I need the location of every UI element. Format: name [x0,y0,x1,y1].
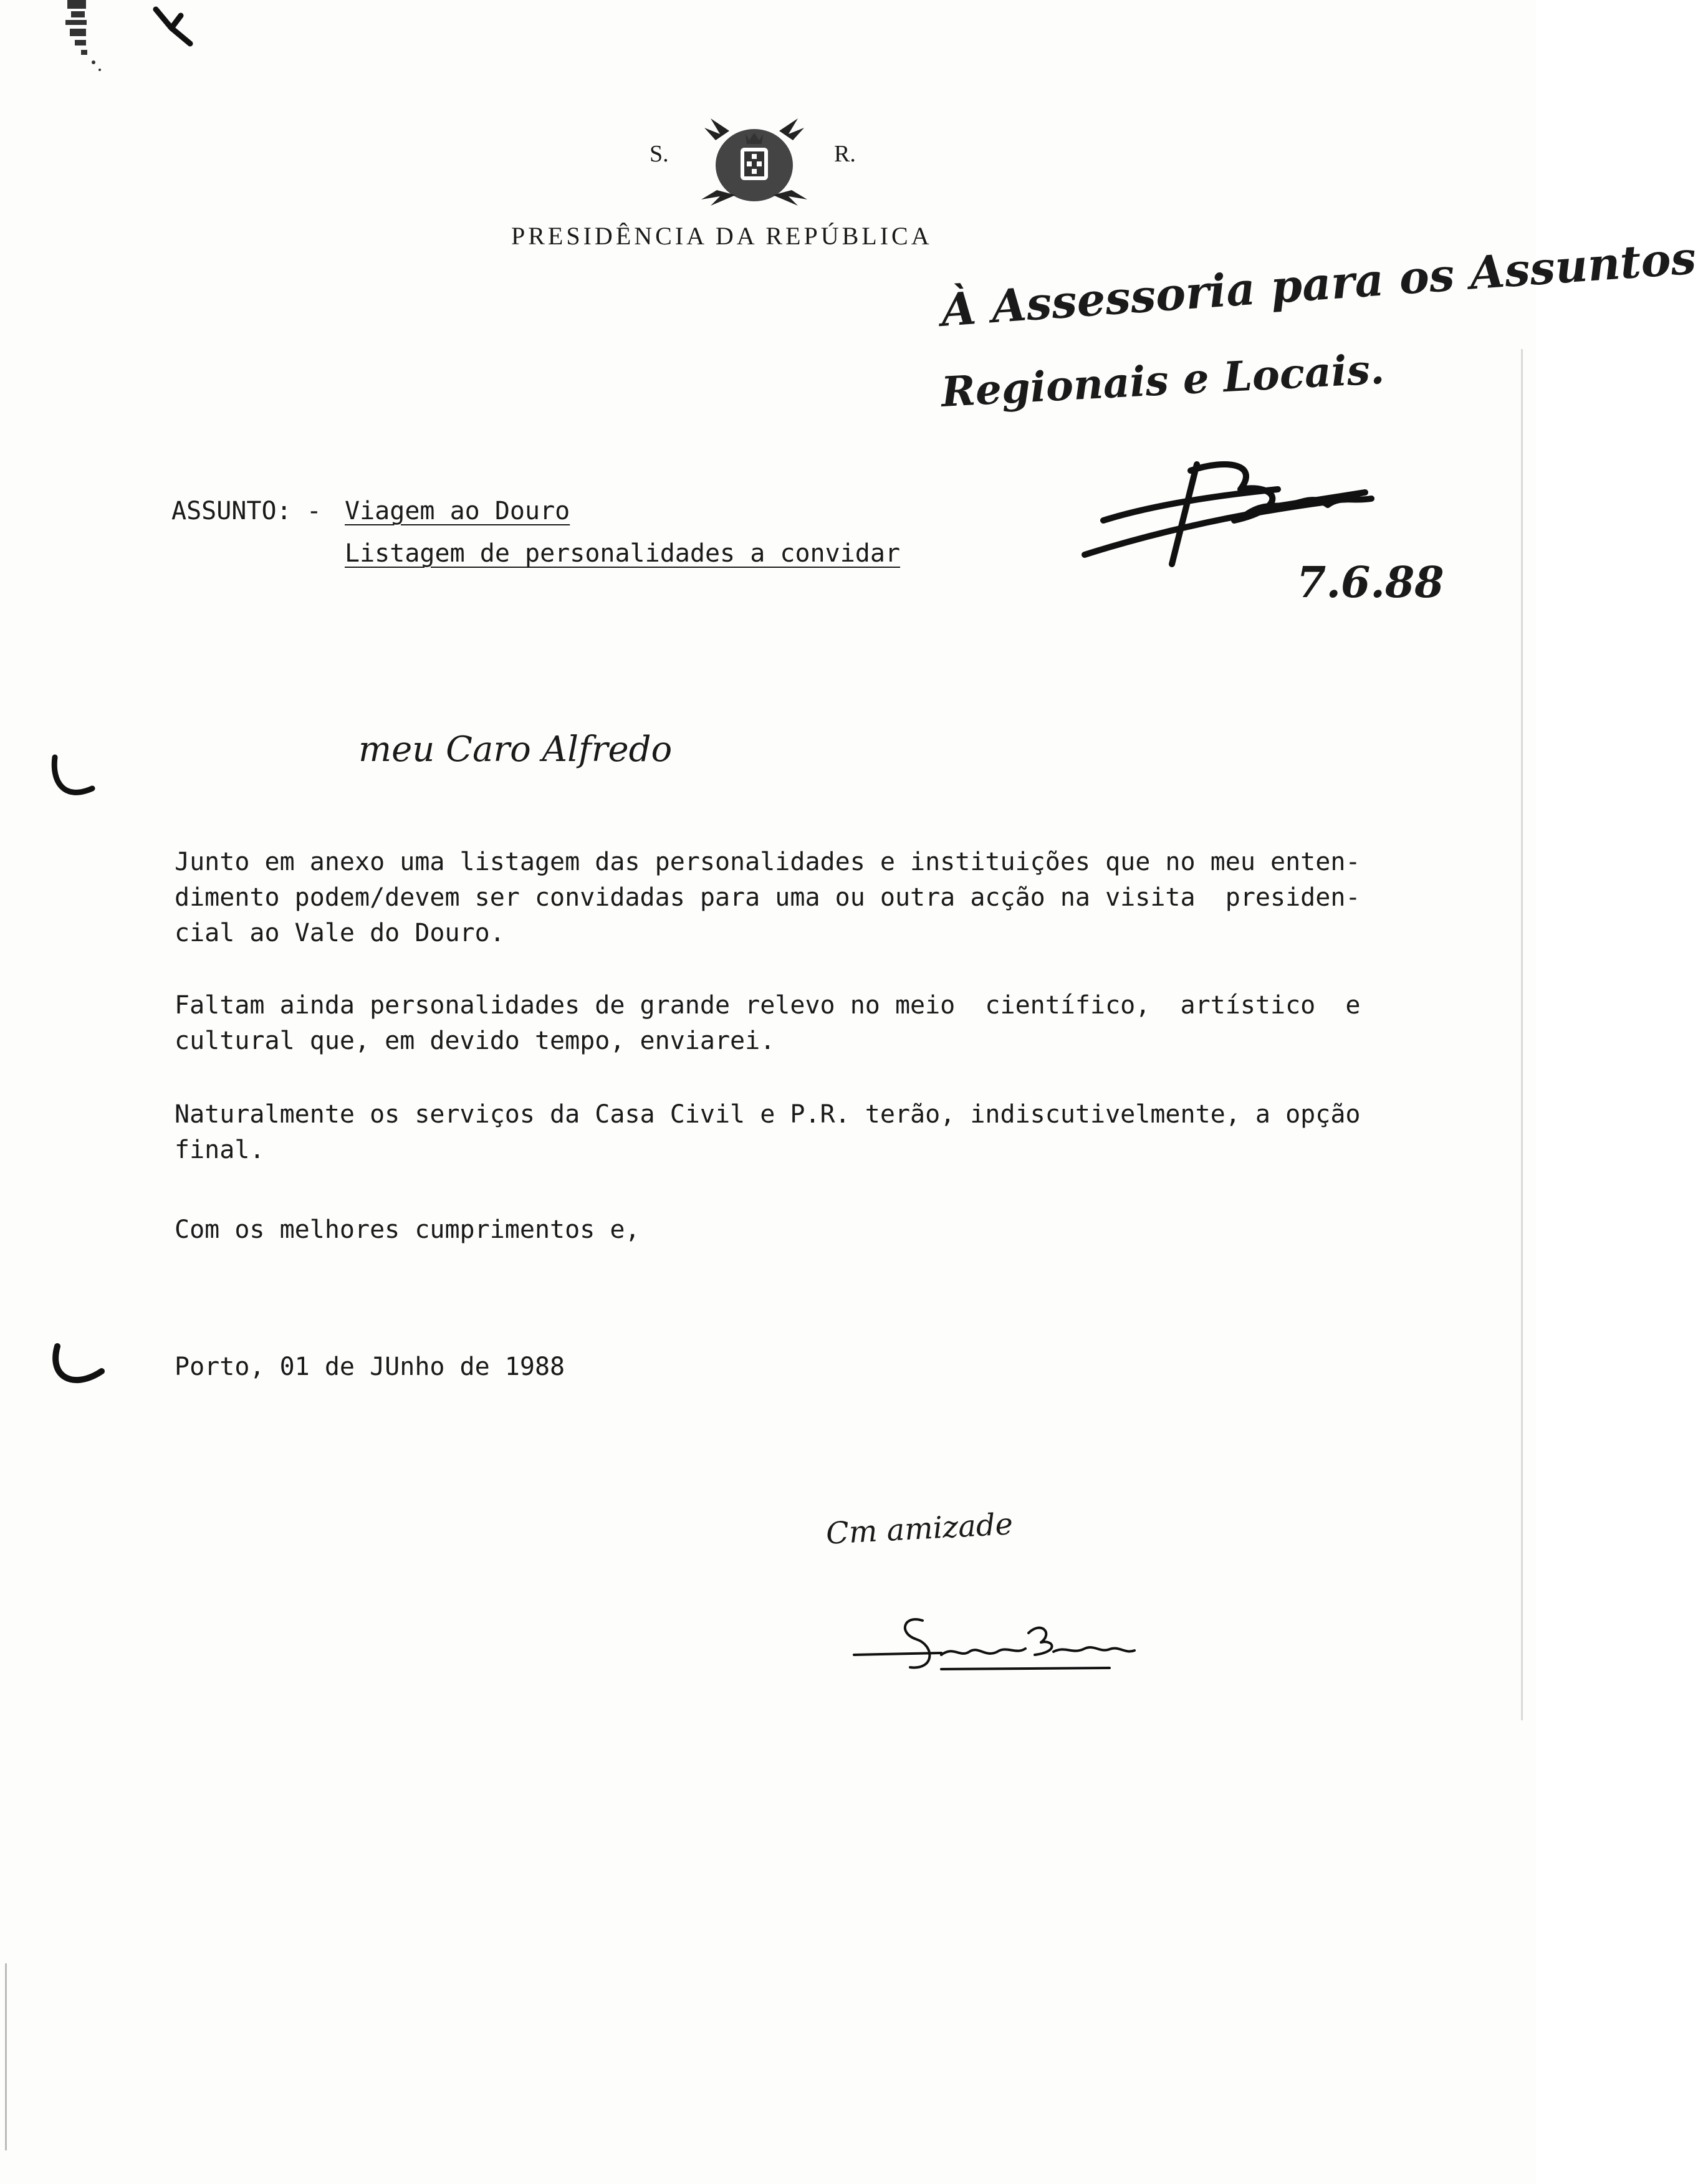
scan-edge-left [5,1963,7,2150]
institution-name: PRESIDÊNCIA DA REPÚBLICA [511,222,933,250]
author-signature [848,1596,1159,1695]
subject-line-2: Listagem de personalidades a convidar [345,539,901,568]
subject-line-1: Viagem ao Douro [345,497,570,525]
punch-hole-mark-upper [49,751,98,807]
subject-label: ASSUNTO: - [171,497,322,525]
punch-hole-mark-lower [49,1340,111,1396]
dateline: Porto, 01 de JUnho de 1988 [175,1353,565,1381]
annotation-line-1: À Assessoria para os Assuntos [939,231,1698,337]
closing-handwritten: Cm amizade [825,1506,1014,1551]
body-paragraph-3: Naturalmente os serviços da Casa Civil e P.R. terão, indiscutivelmente, a opção final. [175,1100,1361,1164]
subject-block [171,492,901,642]
scan-edge-right [1521,349,1523,1720]
letterhead-left-initial: S. [650,141,669,167]
greeting-handwritten: meu Caro Alfredo [358,729,673,770]
body-paragraph-1: Junto em anexo uma listagem das personalidades e instituições que no meu enten- dimento podem/devem ser convidadas para uma ou outra acção na visita presiden- cial ao Vale do Douro. [175,848,1361,947]
annotation-signature [1078,446,1403,577]
annotation-date: 7.6.88 [1297,558,1444,608]
letterhead-right-initial: R. [834,141,856,167]
coat-of-arms-icon [692,115,817,206]
handwritten-annotation [929,231,1698,633]
body-paragraph-4: Com os melhores cumprimentos e, [175,1215,640,1244]
annotation-line-2: Regionais e Locais. [939,344,1386,416]
scan-mark-top-left [62,0,212,81]
body-paragraph-2: Faltam ainda personalidades de grande relevo no meio científico, artístico e cultural que, em devido tempo, enviarei. [175,991,1361,1055]
